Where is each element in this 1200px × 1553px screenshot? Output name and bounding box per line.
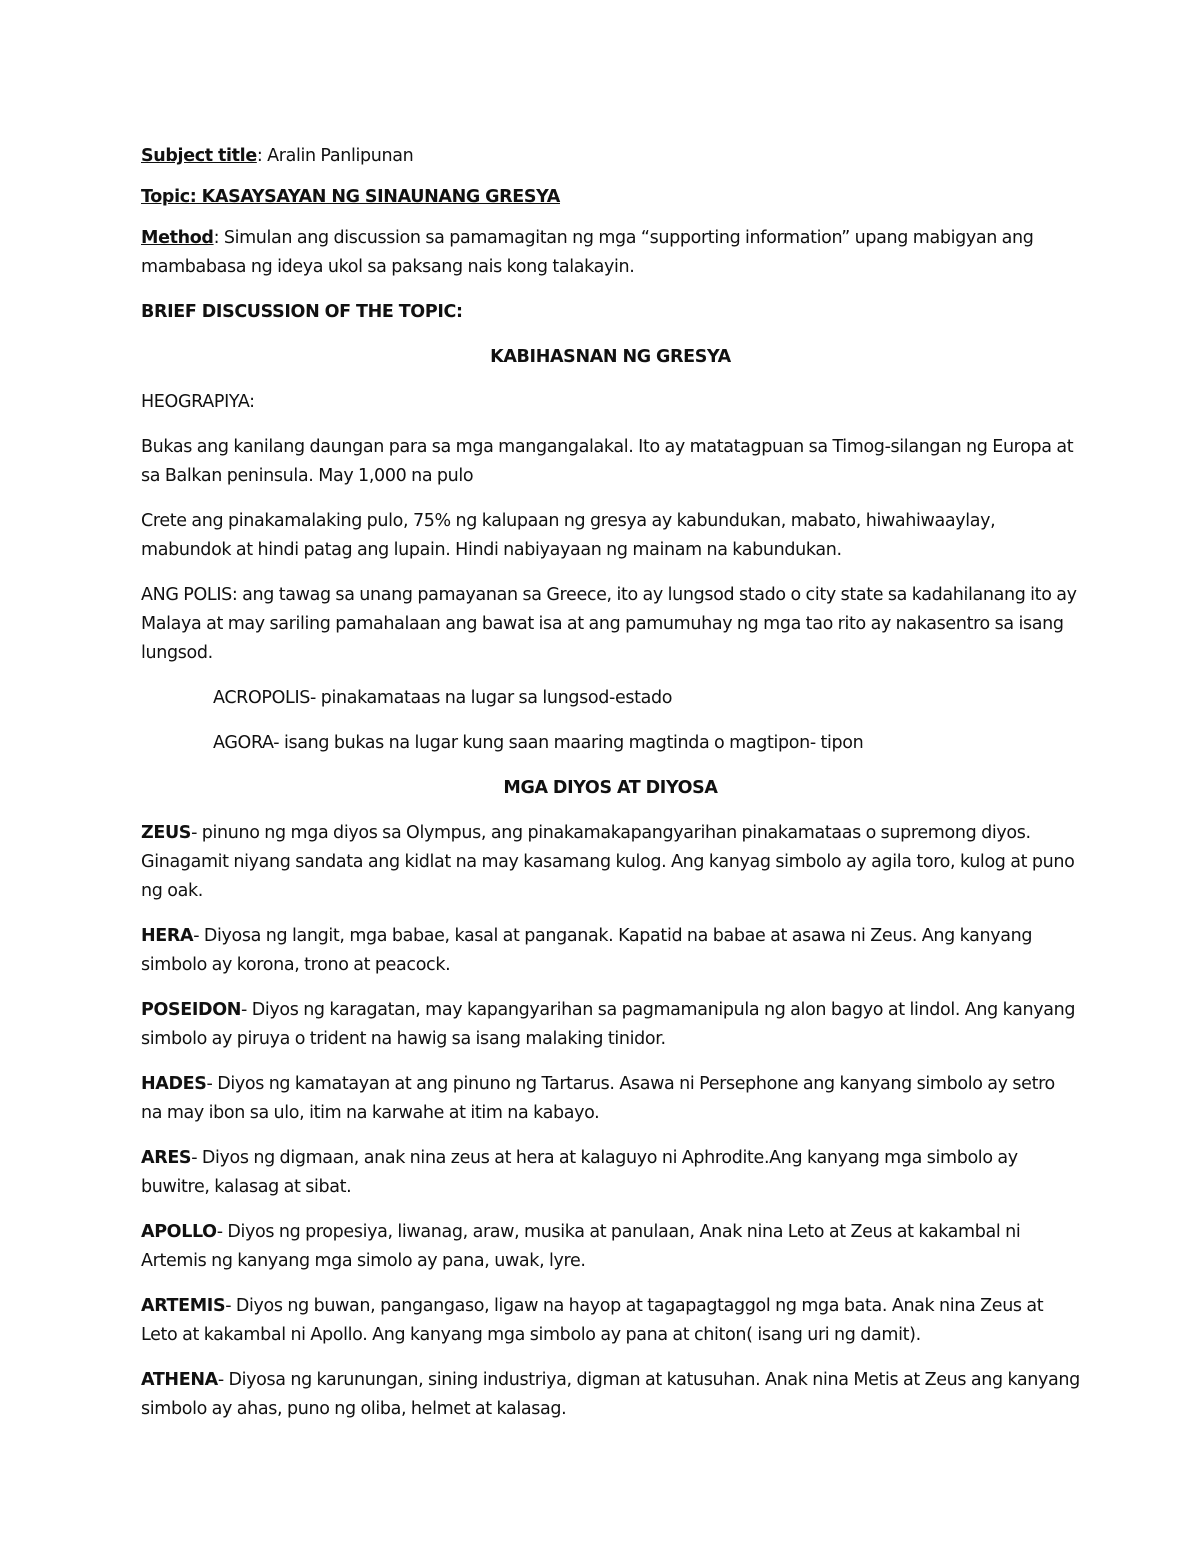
topic-line — [141, 183, 1080, 212]
acropolis-item: ACROPOLIS- pinakamataas na lugar sa lungsod-estado — [213, 688, 673, 708]
topic-label: Topic: KASAYSAYAN NG SINAUNANG GRESYA — [141, 187, 560, 207]
paragraph-bukas: Bukas ang kanilang daungan para sa mga mangangalakal. Ito ay matatagpuan sa Timog-silangan ng Europa at sa Balkan peninsula. May 1,000 na pulo — [141, 437, 1074, 486]
section-title-diyos: MGA DIYOS AT DIYOSA — [503, 778, 718, 798]
god-description: - Diyos ng kamatayan at ang pinuno ng Tartarus. Asawa ni Persephone ang kanyang simbolo ay setro na may ibon sa ulo, itim na karwahe at itim na kabayo. — [141, 1074, 1055, 1123]
god-entry-apollo — [141, 1218, 1080, 1276]
god-name: APOLLO — [141, 1222, 217, 1242]
god-entry-artemis — [141, 1292, 1080, 1350]
paragraph-polis: ANG POLIS: ang tawag sa unang pamayanan sa Greece, ito ay lungsod stado o city state sa kadahilanang ito ay Malaya at may sariling pamahalaan ang bawat isa at ang pamumuhay ng mga tao rito ay nakasentro sa isang lungsod. — [141, 585, 1077, 663]
heograpiya-label: HEOGRAPIYA: — [141, 392, 255, 412]
god-name: POSEIDON — [141, 1000, 242, 1020]
god-description: - Diyos ng digmaan, anak nina zeus at hera at kalaguyo ni Aphrodite.Ang kanyang mga simbolo ay buwitre, kalasag at sibat. — [141, 1148, 1018, 1197]
agora-item: AGORA- isang bukas na lugar kung saan maaring magtinda o magtipon- tipon — [213, 733, 864, 753]
god-name: ARES — [141, 1148, 192, 1168]
god-name: HADES — [141, 1074, 207, 1094]
god-entry-zeus — [141, 819, 1080, 906]
god-entry-athena — [141, 1366, 1080, 1424]
god-description: - pinuno ng mga diyos sa Olympus, ang pinakamakapangyarihan pinakamataas o supremong diyos. Ginagamit niyang sandata ang kidlat na may kasamang kulog. Ang kanyag simbolo ay agila toro, kulog at puno ng oak. — [141, 823, 1075, 901]
god-name: ZEUS — [141, 823, 192, 843]
paragraph-crete: Crete ang pinakamalaking pulo, 75% ng kalupaan ng gresya ay kabundukan, mabato, hiwahiwaaylay, mabundok at hindi patag ang lupain. Hindi nabiyayaan ng mainam na kabundukan. — [141, 511, 996, 560]
god-name: ARTEMIS — [141, 1296, 226, 1316]
method-label: Method — [141, 228, 214, 248]
subject-label: Subject title — [141, 146, 257, 166]
method-paragraph: Method: Simulan ang discussion sa pamamagitan ng mga “supporting information” upang mabigyan ang mambabasa ng ideya ukol sa paksang nais kong talakayin. — [141, 228, 1034, 277]
god-name: HERA — [141, 926, 194, 946]
god-entry-poseidon — [141, 996, 1080, 1054]
brief-discussion-heading: BRIEF DISCUSSION OF THE TOPIC: — [141, 302, 463, 322]
god-description: - Diyos ng karagatan, may kapangyarihan sa pagmamanipula ng alon bagyo at lindol. Ang kanyang simbolo ay piruya o trident na hawig sa isang malaking tinidor. — [141, 1000, 1076, 1049]
god-entry-hades — [141, 1070, 1080, 1128]
subject-line: Subject title: Aralin Panlipunan — [141, 146, 414, 166]
god-entry-hera — [141, 922, 1080, 980]
god-entry-ares — [141, 1144, 1080, 1202]
god-name: ATHENA — [141, 1370, 218, 1390]
god-description: - Diyos ng propesiya, liwanag, araw, musika at panulaan, Anak nina Leto at Zeus at kakambal ni Artemis ng kanyang mga simolo ay pana, uwak, lyre. — [141, 1222, 1021, 1271]
god-description: - Diyosa ng karunungan, sining industriya, digman at katusuhan. Anak nina Metis at Zeus ang kanyang simbolo ay ahas, puno ng oliba, helmet at kalasag. — [141, 1370, 1080, 1419]
method-text: Simulan ang discussion sa pamamagitan ng mga “supporting information” upang mabigyan ang mambabasa ng ideya ukol sa paksang nais kong talakayin. — [141, 228, 1034, 277]
god-description: - Diyos ng buwan, pangangaso, ligaw na hayop at tagapagtaggol ng mga bata. Anak nina Zeus at Leto at kakambal ni Apollo. Ang kanyang mga simbolo ay pana at chiton( isang uri ng damit). — [141, 1296, 1044, 1345]
subject-value: Aralin Panlipunan — [262, 146, 414, 166]
section-title-kabihasnan: KABIHASNAN NG GRESYA — [490, 347, 731, 367]
god-description: - Diyosa ng langit, mga babae, kasal at panganak. Kapatid na babae at asawa ni Zeus. Ang kanyang simbolo ay korona, trono at peacock. — [141, 926, 1033, 975]
